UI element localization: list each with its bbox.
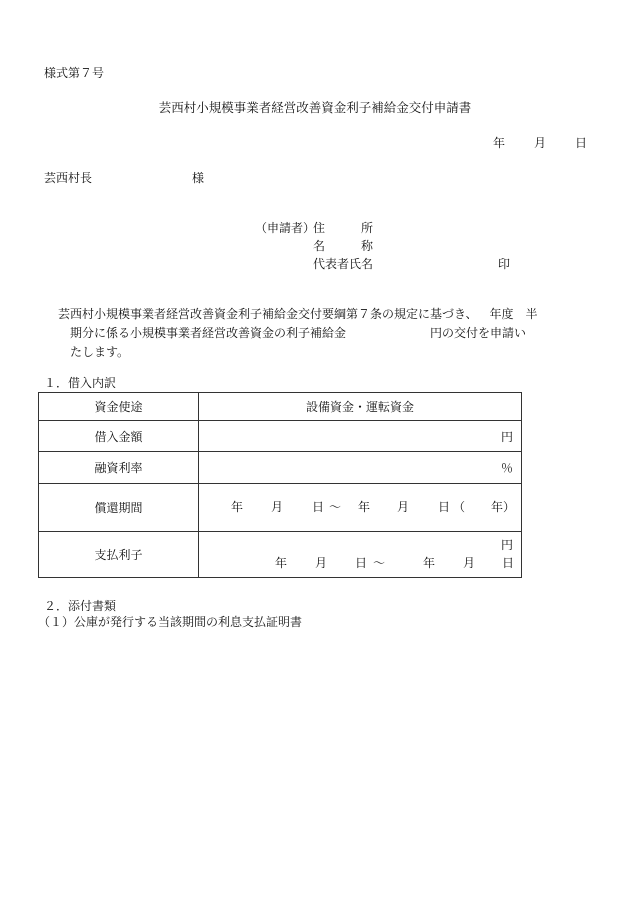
- statement-line2-text: 期分に係る小規模事業者経営改善資金の利子補給金: [70, 326, 347, 340]
- interest-year1: 年: [275, 556, 288, 570]
- table-row: [39, 452, 522, 484]
- date-year: 年: [493, 136, 506, 150]
- statement-line2-amount: 円の交付を申請い: [430, 326, 527, 340]
- interest-label: 支払利子: [39, 532, 199, 578]
- date-day: 日: [575, 136, 588, 150]
- interest-unit: 円: [500, 538, 513, 552]
- attachment-item-1: （１）公庫が発行する当該期間の利息支払証明書: [38, 615, 303, 629]
- interest-month1: 月: [315, 556, 328, 570]
- statement-half: 半: [525, 307, 538, 321]
- page-title: 芸西村小規模事業者経営改善資金利子補給金交付申請書: [158, 100, 472, 115]
- interest-day1: 日: [355, 556, 368, 570]
- statement-line3: たします。: [70, 345, 130, 359]
- section-loan-heading: １．借入内訳: [44, 376, 117, 390]
- section-attachments-heading: ２．添付書類: [44, 599, 117, 613]
- table-row: [39, 484, 522, 532]
- table-row: [39, 421, 522, 452]
- amount-label: 借入金額: [39, 421, 199, 452]
- period-label: 償還期間: [39, 484, 199, 532]
- rate-label: 融資利率: [39, 452, 199, 484]
- interest-tilde: 〜: [373, 556, 386, 570]
- statement-fiscal-year: 年度: [489, 307, 514, 321]
- addressee-honorific: 様: [192, 171, 205, 185]
- period-month2: 月: [397, 500, 410, 514]
- applicant-address-label: 住 所: [313, 221, 374, 235]
- interest-year2: 年: [423, 556, 436, 570]
- application-statement: [58, 305, 598, 362]
- period-paren-open: （: [453, 500, 466, 514]
- form-number: 様式第７号: [44, 66, 105, 80]
- interest-month2: 月: [463, 556, 476, 570]
- table-row: [39, 393, 522, 421]
- date-month: 月: [534, 136, 547, 150]
- seal-mark: 印: [498, 257, 511, 271]
- table-row: [39, 532, 522, 578]
- period-day2: 日: [438, 500, 451, 514]
- period-years: 年）: [491, 500, 516, 514]
- amount-unit: 円: [199, 421, 522, 452]
- period-year2: 年: [358, 500, 371, 514]
- rate-unit: ％: [199, 452, 522, 484]
- applicant-name-label: 名 称: [313, 239, 374, 253]
- interest-day2: 日: [502, 556, 515, 570]
- period-month1: 月: [271, 500, 284, 514]
- loan-details-table: [38, 392, 522, 578]
- purpose-value: 設備資金・運転資金: [199, 393, 522, 421]
- purpose-label: 資金使途: [39, 393, 199, 421]
- statement-line1-text: 芸西村小規模事業者経営改善資金利子補給金交付要綱第７条の規定に基づき、: [58, 307, 478, 321]
- applicant-representative-label: 代表者氏名: [313, 257, 374, 271]
- period-year1: 年: [231, 500, 244, 514]
- applicant-label: （申請者）: [255, 221, 316, 235]
- interest-value: [199, 532, 522, 578]
- period-tilde: 〜: [329, 500, 342, 514]
- period-day1: 日: [312, 500, 325, 514]
- period-value: [199, 484, 522, 532]
- addressee-name: 芸西村長: [44, 171, 93, 185]
